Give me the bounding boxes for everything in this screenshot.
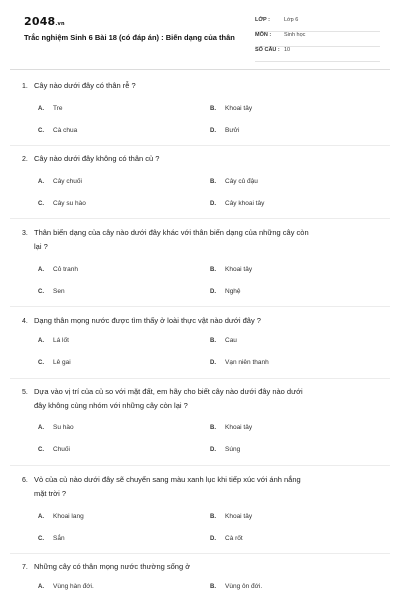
option-d[interactable] [210, 535, 243, 542]
option-text: Cây su hào [53, 200, 86, 207]
option-text: Vùng ôn đới. [225, 583, 263, 590]
meta-count [255, 47, 380, 62]
option-a[interactable] [38, 105, 63, 112]
option-letter: D. [210, 447, 216, 453]
question-number: 2. [22, 156, 28, 163]
question-number: 1. [22, 83, 28, 90]
option-d[interactable] [210, 359, 269, 366]
meta-class [255, 17, 380, 32]
option-c[interactable] [38, 127, 77, 134]
option-text: Cây chuối [53, 178, 82, 185]
option-text: Khoai tây [225, 266, 253, 273]
option-letter: B. [210, 179, 216, 185]
option-c[interactable] [38, 359, 71, 366]
option-text: Vùng hàn đới. [53, 583, 94, 590]
option-b[interactable] [210, 513, 252, 520]
option-d[interactable] [210, 200, 264, 207]
meta-label: MÔN : [255, 32, 272, 38]
option-b[interactable] [210, 583, 262, 590]
option-letter: C. [38, 128, 44, 134]
option-letter: B. [210, 584, 216, 590]
option-a[interactable] [38, 337, 69, 344]
option-letter: C. [38, 360, 44, 366]
option-letter: C. [38, 201, 44, 207]
option-b[interactable] [210, 105, 252, 112]
meta-label: SỐ CÂU : [255, 47, 280, 53]
option-letter: A. [38, 106, 44, 112]
question-divider [10, 145, 390, 146]
option-text: Nghệ [225, 288, 241, 295]
option-c[interactable] [38, 446, 70, 453]
option-text: Lê gai [53, 359, 71, 366]
option-letter: B. [210, 514, 216, 520]
option-d[interactable] [210, 127, 239, 134]
option-letter: D. [210, 360, 216, 366]
question-text: Dựa vào vị trí của củ so với mặt đất, em hãy cho biết cây nào dưới đây nào dưới [34, 387, 303, 396]
option-text: Su hào [53, 424, 74, 431]
option-letter: C. [38, 536, 44, 542]
meta-label: LỚP : [255, 17, 270, 23]
question-text: Những cây có thân mọng nước thường sống ở [34, 562, 191, 571]
option-text: Cỏ tranh [53, 266, 78, 273]
option-letter: A. [38, 514, 44, 520]
logo-suffix: .vn [55, 21, 65, 27]
option-c[interactable] [38, 535, 65, 542]
option-a[interactable] [38, 424, 74, 431]
option-c[interactable] [38, 288, 65, 295]
option-letter: D. [210, 289, 216, 295]
option-d[interactable] [210, 288, 241, 295]
option-text: Cau [225, 337, 237, 344]
option-letter: A. [38, 338, 44, 344]
option-letter: B. [210, 106, 216, 112]
option-letter: A. [38, 267, 44, 273]
logo-text: 2048 [24, 15, 56, 28]
option-b[interactable] [210, 178, 258, 185]
meta-subject [255, 32, 380, 47]
question-divider [10, 378, 390, 379]
option-text: Cây củ đậu [225, 178, 258, 185]
option-text: Bưởi [225, 127, 240, 134]
option-text: Khoai tây [225, 513, 253, 520]
option-letter: B. [210, 425, 216, 431]
option-letter: C. [38, 447, 44, 453]
question-number: 7. [22, 564, 28, 571]
question-divider [10, 218, 390, 219]
meta-value: Lớp 6 [284, 17, 299, 23]
option-text: Khoai tây [225, 105, 253, 112]
option-letter: D. [210, 201, 216, 207]
option-text: Khoai tây [225, 424, 253, 431]
option-letter: B. [210, 338, 216, 344]
option-letter: C. [38, 289, 44, 295]
option-letter: D. [210, 128, 216, 134]
option-a[interactable] [38, 266, 78, 273]
option-b[interactable] [210, 337, 237, 344]
option-text: Sắn [53, 535, 65, 542]
option-a[interactable] [38, 583, 94, 590]
question-text-continued: lại ? [34, 242, 48, 251]
option-text: Cà chua [53, 127, 78, 134]
page-title: Trắc nghiệm Sinh 6 Bài 18 (có đáp án) : Biến dạng của thân [24, 33, 235, 42]
option-letter: A. [38, 179, 44, 185]
question-number: 5. [22, 389, 28, 396]
question-divider [10, 306, 390, 307]
question-divider [10, 553, 390, 554]
page-header [0, 0, 400, 70]
option-text: Tre [53, 105, 63, 112]
site-logo[interactable] [24, 15, 65, 28]
question-number: 3. [22, 230, 28, 237]
option-text: Khoai lang [53, 513, 84, 520]
option-text: Lá lốt [53, 337, 69, 344]
option-text: Chuối [53, 446, 70, 453]
question-text: Thân biến dạng của cây nào dưới đây khác với thân biến dạng của những cây còn [34, 228, 309, 237]
option-text: Vạn niên thanh [225, 359, 269, 366]
option-a[interactable] [38, 178, 82, 185]
meta-value: Sinh học [284, 32, 306, 38]
question-text: Vỏ của củ nào dưới đây sẽ chuyển sang màu xanh lục khi tiếp xúc với ánh nắng [34, 475, 301, 484]
option-b[interactable] [210, 424, 252, 431]
option-c[interactable] [38, 200, 86, 207]
option-text: Cây khoai tây [225, 200, 265, 207]
question-text-continued: mặt trời ? [34, 489, 67, 498]
question-number: 6. [22, 477, 28, 484]
option-letter: D. [210, 536, 216, 542]
option-text: Cà rốt [225, 535, 243, 542]
option-text: Súng [225, 446, 241, 453]
option-a[interactable] [38, 513, 84, 520]
option-d[interactable] [210, 446, 240, 453]
option-letter: A. [38, 425, 44, 431]
option-text: Sen [53, 288, 65, 295]
question-text: Cây nào dưới đây không có thân củ ? [34, 154, 160, 163]
option-b[interactable] [210, 266, 252, 273]
option-letter: B. [210, 267, 216, 273]
question-text: Dạng thân mọng nước được tìm thấy ở loài thực vật nào dưới đây ? [34, 316, 261, 325]
option-letter: A. [38, 584, 44, 590]
header-divider [10, 69, 390, 70]
question-text-continued: đây không cùng nhóm với những cây còn lại ? [34, 401, 188, 410]
question-number: 4. [22, 318, 28, 325]
meta-value: 10 [284, 47, 291, 53]
question-divider [10, 465, 390, 466]
question-text: Cây nào dưới đây có thân rễ ? [34, 81, 136, 90]
